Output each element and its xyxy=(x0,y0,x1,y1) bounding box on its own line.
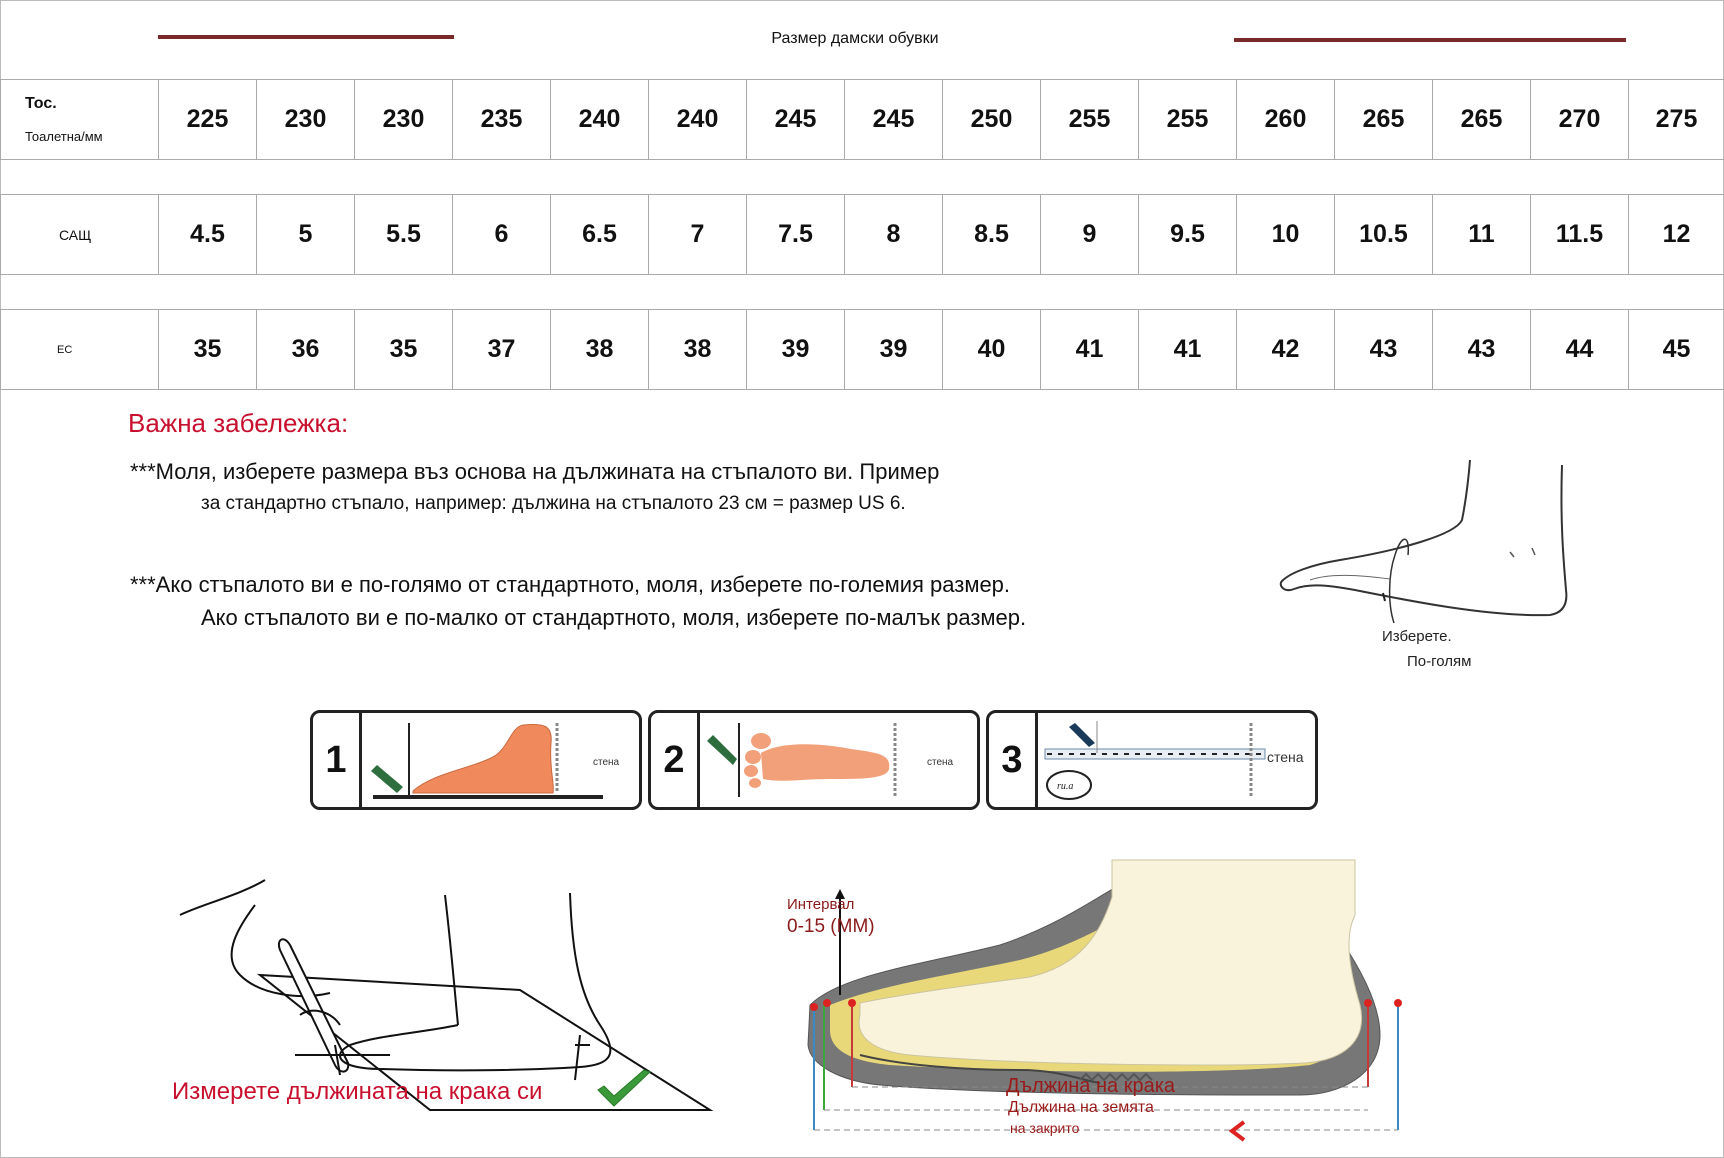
wall-label: стена xyxy=(1267,749,1304,765)
note-title: Важна забележка: xyxy=(128,408,349,438)
note-line-4: Ако стъпалото ви е по-малко от стандартното, моля, изберете по-малък размер. xyxy=(201,605,1027,630)
row-eu xyxy=(1,310,1724,390)
interval-label: Интервал xyxy=(787,896,855,913)
cell-eu: 40 xyxy=(943,310,1041,390)
cell-mm: 255 xyxy=(1139,80,1237,160)
cell-us: 11 xyxy=(1433,195,1531,275)
cell-mm: 240 xyxy=(551,80,649,160)
step-box-2 xyxy=(648,710,980,810)
cell-mm: 260 xyxy=(1237,80,1335,160)
foot-sketch xyxy=(1270,455,1590,635)
row-toilet-mm xyxy=(1,80,1724,160)
interval-value: 0-15 (ММ) xyxy=(787,916,875,937)
cell-eu: 43 xyxy=(1433,310,1531,390)
cell-eu: 39 xyxy=(845,310,943,390)
cell-mm: 275 xyxy=(1629,80,1724,160)
cell-eu: 43 xyxy=(1335,310,1433,390)
cell-eu: 44 xyxy=(1531,310,1629,390)
cell-eu: 36 xyxy=(257,310,355,390)
cell-eu: 45 xyxy=(1629,310,1724,390)
wall-label: стена xyxy=(927,757,954,768)
step-number: 1 xyxy=(313,713,362,807)
cell-eu: 35 xyxy=(159,310,257,390)
cell-mm: 245 xyxy=(747,80,845,160)
cell-eu: 42 xyxy=(1237,310,1335,390)
cell-eu: 41 xyxy=(1139,310,1237,390)
cell-mm: 250 xyxy=(943,80,1041,160)
note-line-3: ***Ако стъпалото ви е по-голямо от стандартното, моля, изберете по-големия размер. xyxy=(130,572,1011,597)
row-label-us: САЩ xyxy=(1,195,159,275)
cell-us: 8 xyxy=(845,195,943,275)
checkmark-icon xyxy=(594,1068,654,1110)
cell-mm: 265 xyxy=(1433,80,1531,160)
chart-title: Размер дамски обувки xyxy=(771,30,939,47)
cell-us: 6 xyxy=(453,195,551,275)
cell-mm: 245 xyxy=(845,80,943,160)
cell-eu: 41 xyxy=(1041,310,1139,390)
cell-us: 5.5 xyxy=(355,195,453,275)
foot-caption-1: Изберете. xyxy=(1382,628,1452,645)
cell-eu: 38 xyxy=(551,310,649,390)
foot-caption-2: По-голям xyxy=(1407,653,1472,670)
cell-us: 10 xyxy=(1237,195,1335,275)
cell-us: 10.5 xyxy=(1335,195,1433,275)
cell-eu: 35 xyxy=(355,310,453,390)
cell-us: 9 xyxy=(1041,195,1139,275)
step-number: 3 xyxy=(989,713,1038,807)
cell-mm: 270 xyxy=(1531,80,1629,160)
note-line-2: за стандартно стъпало, например: дължина на стъпалото 23 см = размер US 6. xyxy=(201,493,906,514)
wall-label: стена xyxy=(593,757,620,768)
cell-us: 5 xyxy=(257,195,355,275)
svg-text:ru.a: ru.a xyxy=(1057,781,1074,792)
indoor-label: на закрито xyxy=(1010,1120,1080,1136)
cell-mm: 230 xyxy=(355,80,453,160)
row-label-eu: ЕС xyxy=(1,310,159,390)
cell-us: 7.5 xyxy=(747,195,845,275)
ground-length-label: Дължина на земята xyxy=(1008,1099,1154,1116)
cell-us: 7 xyxy=(649,195,747,275)
row-label-mm: Тос. Тоалетна/мм xyxy=(1,80,159,160)
cell-mm: 265 xyxy=(1335,80,1433,160)
cell-us: 9.5 xyxy=(1139,195,1237,275)
row-us xyxy=(1,195,1724,275)
step-box-3 xyxy=(986,710,1318,810)
row-spacer xyxy=(1,275,1724,310)
step-box-1 xyxy=(310,710,642,810)
step-number: 2 xyxy=(651,713,700,807)
cell-us: 8.5 xyxy=(943,195,1041,275)
foot-length-label: Дължина на крака xyxy=(1006,1075,1176,1097)
measure-caption: Измерете дължината на крака си xyxy=(172,1078,543,1105)
cell-mm: 225 xyxy=(159,80,257,160)
size-table xyxy=(0,79,1724,390)
cell-eu: 39 xyxy=(747,310,845,390)
cell-us: 6.5 xyxy=(551,195,649,275)
row-spacer xyxy=(1,160,1724,195)
cell-us: 12 xyxy=(1629,195,1724,275)
cell-mm: 255 xyxy=(1041,80,1139,160)
cell-mm: 240 xyxy=(649,80,747,160)
cell-us: 11.5 xyxy=(1531,195,1629,275)
cell-mm: 230 xyxy=(257,80,355,160)
cell-eu: 37 xyxy=(453,310,551,390)
header-line-left xyxy=(158,35,454,39)
cell-mm: 235 xyxy=(453,80,551,160)
chevron-left-icon xyxy=(1228,1120,1248,1142)
header-line-right xyxy=(1234,38,1626,42)
cell-us: 4.5 xyxy=(159,195,257,275)
cell-eu: 38 xyxy=(649,310,747,390)
note-line-1: ***Моля, изберете размера въз основа на дължината на стъпалото ви. Пример xyxy=(130,459,940,484)
